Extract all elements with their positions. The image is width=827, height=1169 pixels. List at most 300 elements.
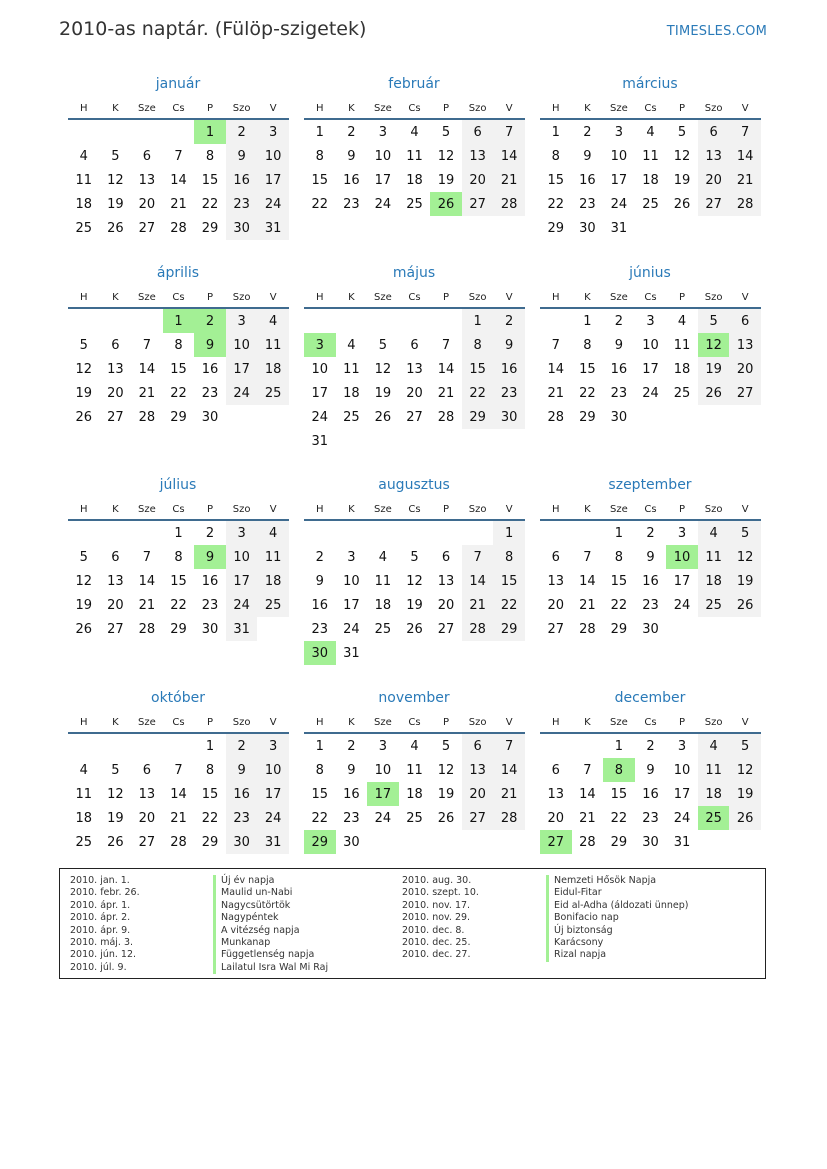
day-empty (729, 405, 761, 429)
day: 19 (437, 172, 455, 188)
holiday-name: Munkanap (213, 937, 328, 949)
day: 17 (642, 361, 659, 377)
day-weekend: 17 (257, 782, 289, 806)
day-weekend: 21 (493, 168, 525, 192)
day-weekend: 5 (729, 733, 761, 758)
day-empty (100, 733, 132, 758)
month-1 (66, 70, 290, 240)
month-10 (66, 684, 290, 854)
day-empty (572, 520, 604, 545)
day: 20 (406, 385, 423, 401)
day: 2 (646, 738, 655, 754)
weekday-header: Cs (163, 98, 195, 119)
month-name: április (156, 265, 200, 281)
month-8 (302, 471, 526, 665)
day-weekend: 1 (493, 520, 525, 545)
weekday-header: Szo (698, 712, 730, 733)
weekday-header: V (493, 499, 525, 520)
weekday-header: H (68, 712, 100, 733)
day: 13 (547, 573, 565, 589)
day: 24 (673, 597, 691, 613)
day: 28 (138, 621, 156, 637)
day-weekend: 12 (729, 758, 761, 782)
day: 19 (374, 385, 392, 401)
day-empty (68, 733, 100, 758)
day: 24 (374, 810, 392, 826)
day-empty (399, 641, 431, 665)
month-name: január (155, 76, 201, 92)
weekday-header: Sze (367, 98, 399, 119)
month-name: július (159, 477, 197, 493)
day: 25 (75, 220, 93, 236)
day: 9 (614, 337, 624, 353)
day: 13 (138, 172, 156, 188)
day: 6 (142, 762, 152, 778)
day: 1 (614, 525, 624, 541)
holiday-name: Eid al-Adha (áldozati ünnep) (546, 900, 688, 912)
month-11 (302, 684, 526, 854)
day: 14 (579, 786, 596, 802)
day: 3 (646, 313, 655, 329)
day-weekend: 1 (462, 308, 494, 333)
holiday-list (59, 868, 766, 979)
day-holiday: 26 (430, 192, 462, 216)
day: 5 (441, 738, 451, 754)
day-empty (399, 308, 431, 333)
weekday-header: V (257, 499, 289, 520)
day-weekend: 26 (698, 381, 730, 405)
month-4 (66, 259, 290, 429)
day: 21 (170, 810, 187, 826)
day-empty (635, 405, 667, 429)
day-weekend: 15 (462, 357, 494, 381)
holiday-date: 2010. dec. 25. (402, 936, 471, 948)
day-weekend: 11 (257, 333, 289, 357)
day-weekend: 28 (493, 806, 525, 830)
day: 8 (205, 762, 215, 778)
day-empty (367, 520, 399, 545)
day-weekend: 5 (698, 308, 730, 333)
day: 25 (75, 834, 93, 850)
holiday-date: 2010. aug. 30. (402, 875, 472, 886)
day-weekend: 6 (698, 119, 730, 144)
day-weekend: 6 (729, 308, 761, 333)
holiday-name: Eidul-Fitar (546, 887, 688, 899)
month-name: szeptember (608, 477, 692, 493)
month-name: november (378, 690, 450, 706)
day-weekend: 23 (493, 381, 525, 405)
day: 18 (642, 172, 659, 188)
day-weekend: 31 (257, 216, 289, 240)
month-grid (304, 712, 525, 854)
day: 3 (378, 738, 388, 754)
weekday-header: K (572, 98, 604, 119)
day: 27 (138, 220, 156, 236)
holiday-date: 2010. dec. 27. (402, 949, 471, 961)
day-empty (666, 216, 698, 240)
day-weekend: 18 (257, 357, 289, 381)
month-grid (68, 98, 289, 240)
day-weekend: 22 (493, 593, 525, 617)
day-weekend: 19 (698, 357, 730, 381)
day: 31 (610, 220, 628, 236)
day-weekend: 10 (226, 333, 258, 357)
day-weekend: 20 (462, 782, 494, 806)
day: 23 (311, 621, 329, 637)
day: 23 (642, 597, 659, 613)
day: 23 (642, 810, 659, 826)
day: 3 (677, 738, 687, 754)
weekday-header: K (100, 712, 132, 733)
day: 15 (201, 786, 219, 802)
day-weekend: 27 (698, 192, 730, 216)
holiday-name: Nemzeti Hősök Napja (546, 875, 688, 887)
day: 12 (437, 148, 455, 164)
weekday-header: Szo (698, 499, 730, 520)
day: 30 (343, 834, 360, 850)
day-weekend: 18 (257, 569, 289, 593)
day: 30 (201, 621, 219, 637)
day-empty (540, 733, 572, 758)
weekday-header: P (666, 712, 698, 733)
day: 24 (374, 196, 392, 212)
day-holiday: 17 (367, 782, 399, 806)
day-weekend: 2 (493, 308, 525, 333)
weekday-header: V (493, 98, 525, 119)
day: 15 (610, 573, 628, 589)
day-empty (131, 733, 163, 758)
day: 17 (673, 573, 691, 589)
day: 5 (111, 762, 120, 778)
day-weekend: 13 (462, 758, 494, 782)
day: 22 (170, 385, 187, 401)
day-empty (698, 216, 730, 240)
day: 26 (673, 196, 691, 212)
day: 21 (579, 597, 596, 613)
day: 17 (343, 597, 360, 613)
day: 5 (111, 148, 120, 164)
day: 24 (610, 196, 628, 212)
day: 6 (441, 549, 451, 565)
day-weekend: 9 (493, 333, 525, 357)
day-weekend: 14 (493, 758, 525, 782)
weekday-header: Szo (698, 287, 730, 308)
day: 25 (374, 621, 392, 637)
day: 12 (673, 148, 691, 164)
day: 21 (138, 597, 156, 613)
day-weekend: 8 (462, 333, 494, 357)
weekday-header: H (540, 287, 572, 308)
day: 3 (378, 124, 388, 140)
day-holiday: 1 (194, 119, 226, 144)
day: 14 (579, 573, 596, 589)
day-weekend: 3 (257, 733, 289, 758)
day-empty (666, 617, 698, 641)
weekday-header: K (572, 287, 604, 308)
day-empty (493, 830, 525, 854)
day-empty (399, 830, 431, 854)
day: 24 (673, 810, 691, 826)
day-weekend: 28 (493, 192, 525, 216)
day-empty (336, 429, 368, 453)
day: 22 (201, 810, 219, 826)
month-name: június (629, 265, 671, 281)
day-empty (367, 308, 399, 333)
day: 23 (201, 385, 219, 401)
day: 6 (551, 762, 560, 778)
weekday-header: Szo (226, 499, 258, 520)
day: 22 (170, 597, 187, 613)
weekday-header: V (257, 712, 289, 733)
page-title: 2010-as naptár. (Fülöp-szigetek) (59, 18, 367, 40)
holiday-name: A vitézség napja (213, 925, 328, 937)
day: 10 (642, 337, 659, 353)
day-weekend: 29 (462, 405, 494, 429)
weekday-header: H (304, 98, 336, 119)
day: 21 (579, 810, 596, 826)
day: 15 (201, 172, 219, 188)
holiday-name: Bonifacio nap (546, 912, 688, 924)
day: 22 (547, 196, 565, 212)
day: 19 (406, 597, 423, 613)
day-weekend: 25 (257, 593, 289, 617)
day: 10 (610, 148, 628, 164)
weekday-header: K (572, 499, 604, 520)
month-grid (540, 499, 761, 641)
day: 2 (205, 525, 215, 541)
day-weekend: 14 (462, 569, 494, 593)
holiday-date: 2010. ápr. 9. (70, 924, 131, 936)
weekday-header: P (194, 499, 226, 520)
day-empty (163, 733, 195, 758)
month-grid (304, 98, 525, 216)
day: 8 (315, 148, 324, 164)
day: 20 (547, 597, 565, 613)
day: 22 (610, 597, 628, 613)
day-weekend: 25 (257, 381, 289, 405)
month-grid (304, 499, 525, 665)
day: 28 (579, 834, 596, 850)
day-holiday: 2 (194, 308, 226, 333)
day-weekend: 24 (226, 593, 258, 617)
day: 30 (610, 409, 628, 425)
weekday-header: Cs (163, 499, 195, 520)
day: 6 (142, 148, 152, 164)
day: 9 (347, 148, 356, 164)
day: 19 (75, 597, 93, 613)
day: 23 (343, 196, 360, 212)
day-empty (635, 216, 667, 240)
day-holiday: 30 (304, 641, 336, 665)
day: 27 (437, 621, 455, 637)
weekday-header: V (257, 287, 289, 308)
day: 10 (374, 762, 392, 778)
day-weekend: 28 (462, 617, 494, 641)
day: 6 (111, 549, 120, 565)
weekday-header: Cs (399, 499, 431, 520)
month-grid (540, 98, 761, 240)
weekday-header: Sze (367, 287, 399, 308)
day: 2 (315, 549, 324, 565)
weekday-header: V (493, 287, 525, 308)
day: 10 (673, 762, 691, 778)
day: 31 (311, 433, 329, 449)
day: 29 (579, 409, 596, 425)
weekday-header: Szo (462, 287, 494, 308)
day: 18 (406, 786, 423, 802)
day: 3 (614, 124, 624, 140)
day-empty (68, 520, 100, 545)
day: 29 (201, 220, 219, 236)
day: 4 (677, 313, 687, 329)
day-empty (493, 641, 525, 665)
day: 21 (138, 385, 156, 401)
day: 15 (170, 573, 187, 589)
day: 4 (410, 738, 419, 754)
day-weekend: 30 (226, 216, 258, 240)
day: 20 (138, 810, 156, 826)
day-empty (131, 308, 163, 333)
day: 19 (673, 172, 691, 188)
day: 16 (579, 172, 596, 188)
month-6 (538, 259, 762, 429)
day-weekend: 27 (729, 381, 761, 405)
day: 8 (174, 549, 183, 565)
day: 4 (646, 124, 655, 140)
day-weekend: 31 (257, 830, 289, 854)
day-weekend: 22 (462, 381, 494, 405)
day: 10 (343, 573, 360, 589)
day: 8 (583, 337, 592, 353)
weekday-header: V (729, 712, 761, 733)
day: 8 (315, 762, 324, 778)
day-weekend: 16 (226, 782, 258, 806)
day-weekend: 17 (226, 569, 258, 593)
day: 1 (205, 738, 215, 754)
day-empty (729, 617, 761, 641)
day: 11 (75, 172, 93, 188)
weekday-header: H (540, 712, 572, 733)
day-weekend: 3 (257, 119, 289, 144)
weekday-header: Sze (131, 287, 163, 308)
holiday-date: 2010. febr. 26. (70, 887, 140, 899)
day: 11 (406, 762, 423, 778)
day-empty (163, 119, 195, 144)
day: 20 (437, 597, 455, 613)
day: 5 (410, 549, 419, 565)
weekday-header: K (572, 712, 604, 733)
day-empty (430, 641, 462, 665)
day: 28 (138, 409, 156, 425)
weekday-header: Cs (399, 287, 431, 308)
day-holiday: 12 (698, 333, 730, 357)
day-holiday: 9 (194, 545, 226, 569)
month-grid (304, 287, 525, 453)
day-weekend: 16 (493, 357, 525, 381)
day-empty (729, 216, 761, 240)
weekday-header: V (729, 98, 761, 119)
day: 12 (75, 573, 93, 589)
weekday-header: H (68, 499, 100, 520)
holiday-date: 2010. ápr. 2. (70, 912, 131, 924)
day-weekend: 11 (698, 758, 730, 782)
month-5 (302, 259, 526, 453)
day-weekend: 24 (257, 806, 289, 830)
day: 12 (107, 786, 124, 802)
day-weekend: 3 (226, 520, 258, 545)
day: 9 (646, 549, 655, 565)
day: 30 (642, 834, 659, 850)
day-weekend: 23 (226, 192, 258, 216)
holiday-date: 2010. nov. 17. (402, 899, 471, 911)
holiday-date: 2010. nov. 29. (402, 912, 471, 924)
day: 26 (374, 409, 392, 425)
day-weekend: 20 (698, 168, 730, 192)
day: 18 (374, 597, 392, 613)
day-weekend: 11 (698, 545, 730, 569)
day-empty (572, 733, 604, 758)
day-weekend: 9 (226, 144, 258, 168)
weekday-header: K (336, 287, 368, 308)
day-weekend: 15 (493, 569, 525, 593)
day-weekend: 6 (462, 119, 494, 144)
day: 14 (138, 361, 156, 377)
weekday-header: Sze (603, 712, 635, 733)
day: 17 (610, 172, 628, 188)
weekday-header: P (194, 98, 226, 119)
site-link[interactable]: TIMESLES.COM (666, 24, 767, 39)
day: 24 (642, 385, 659, 401)
day: 15 (311, 786, 329, 802)
month-grid (68, 712, 289, 854)
weekday-header: Sze (131, 499, 163, 520)
weekday-header: H (540, 499, 572, 520)
month-3 (538, 70, 762, 240)
holiday-name: Függetlenség napja (213, 949, 328, 961)
day: 14 (170, 786, 187, 802)
month-2 (302, 70, 526, 216)
weekday-header: Cs (163, 287, 195, 308)
day: 22 (311, 196, 329, 212)
month-name: december (614, 690, 686, 706)
day: 14 (170, 172, 187, 188)
day-empty (540, 520, 572, 545)
day-empty (68, 119, 100, 144)
day-empty (100, 308, 132, 333)
day-empty (257, 617, 289, 641)
day: 26 (437, 810, 455, 826)
day: 5 (378, 337, 388, 353)
month-7 (66, 471, 290, 641)
holiday-name: Maulid un-Nabi (213, 887, 328, 899)
day-weekend: 14 (493, 144, 525, 168)
day: 20 (107, 385, 124, 401)
month-name: március (622, 76, 678, 92)
day-weekend: 11 (257, 545, 289, 569)
day: 31 (673, 834, 691, 850)
day: 23 (343, 810, 360, 826)
day: 7 (142, 337, 152, 353)
day: 12 (75, 361, 93, 377)
day: 1 (315, 738, 324, 754)
day-weekend: 24 (257, 192, 289, 216)
day-weekend: 24 (226, 381, 258, 405)
weekday-header: H (304, 287, 336, 308)
day-empty (100, 520, 132, 545)
day: 11 (673, 337, 691, 353)
day: 2 (347, 124, 356, 140)
day-empty (430, 429, 462, 453)
